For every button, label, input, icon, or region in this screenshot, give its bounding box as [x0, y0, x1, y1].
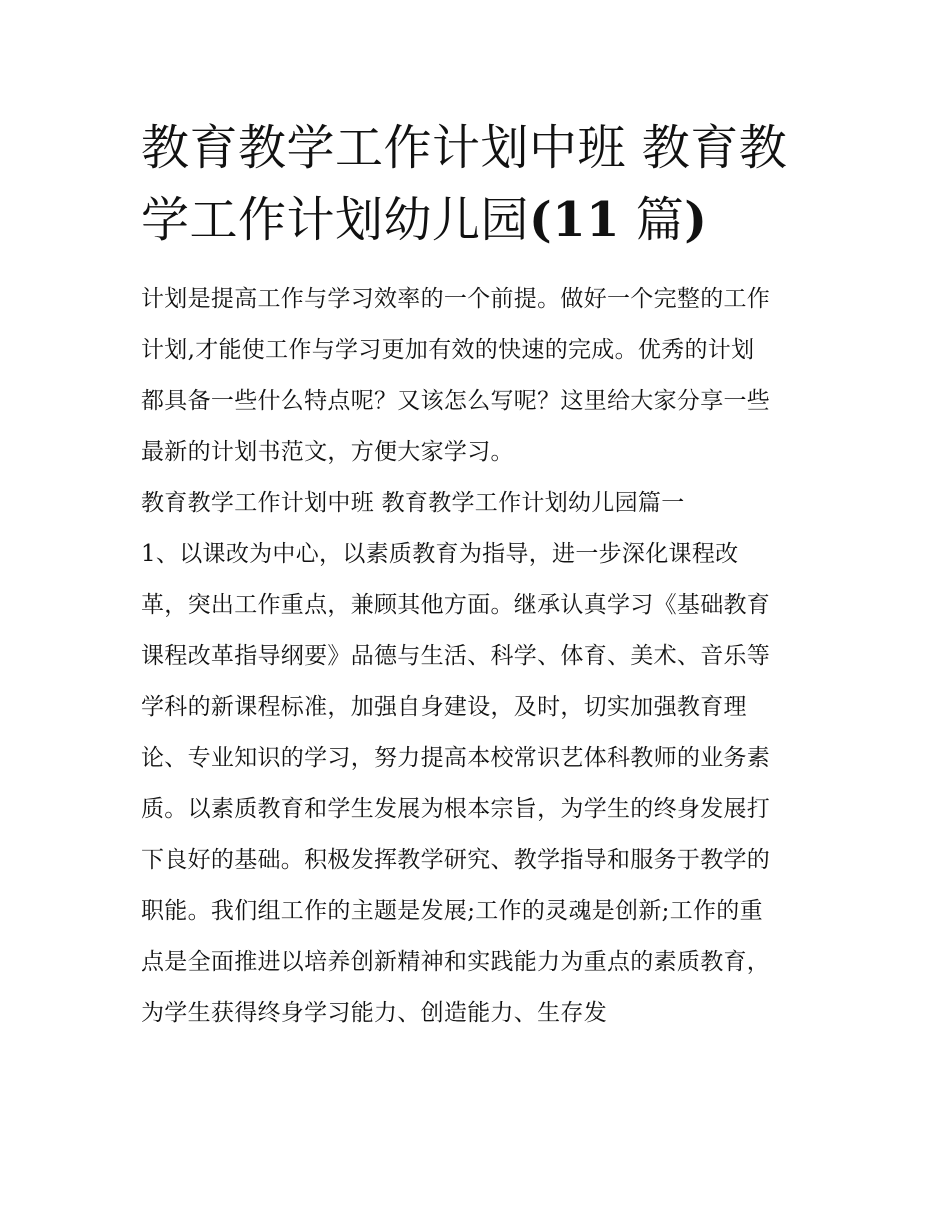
document-content — [141, 112, 816, 1039]
body-line: 下良好的基础。积极发挥教学研究、教学指导和服务于教学的 — [141, 847, 771, 873]
title-line-1: 教育教学工作计划中班 教育教 — [141, 120, 788, 176]
intro-paragraph — [141, 274, 816, 478]
intro-line: 最新的计划书范文，方便大家学习。 — [141, 439, 514, 465]
title-line-2-text: 学工作计划幼儿园 — [141, 192, 530, 248]
intro-line: 都具备一些什么特点呢？又该怎么写呢？这里给大家分享一些 — [141, 388, 771, 414]
title-count-close: ) — [684, 192, 708, 248]
body-line: 课程改革指导纲要》品德与生活、科学、体育、美术、音乐等 — [141, 643, 771, 669]
body-line: 学科的新课程标准，加强自身建设，及时，切实加强教育理 — [141, 694, 747, 720]
body-line: 为学生获得终身学习能力、创造能力、生存发 — [141, 1000, 607, 1026]
document-title — [141, 112, 816, 256]
body-line: 1、以课改为中心，以素质教育为指导，进一步深化课程改 — [141, 541, 739, 567]
title-count-unit: 篇 — [620, 192, 685, 248]
intro-line: 计划是提高工作与学习效率的一个前提。做好一个完整的工作 — [141, 286, 771, 312]
title-count-open: (11 — [529, 192, 621, 248]
title-line-2 — [141, 184, 816, 256]
body-line: 论、专业知识的学习，努力提高本校常识艺体科教师的业务素 — [141, 745, 771, 771]
body-line: 革，突出工作重点，兼顾其他方面。继承认真学习《基础教育 — [141, 592, 771, 618]
body-line: 点是全面推进以培养创新精神和实践能力为重点的素质教育， — [141, 949, 771, 975]
body-line: 质。以素质教育和学生发展为根本宗旨，为学生的终身发展打 — [141, 796, 771, 822]
section-heading: 教育教学工作计划中班 教育教学工作计划幼儿园篇一 — [141, 490, 685, 516]
body-paragraph — [141, 529, 816, 1039]
intro-line: 计划,才能使工作与学习更加有效的快速的完成。优秀的计划 — [141, 337, 755, 363]
body-line: 职能。我们组工作的主题是发展;工作的灵魂是创新;工作的重 — [141, 898, 763, 924]
